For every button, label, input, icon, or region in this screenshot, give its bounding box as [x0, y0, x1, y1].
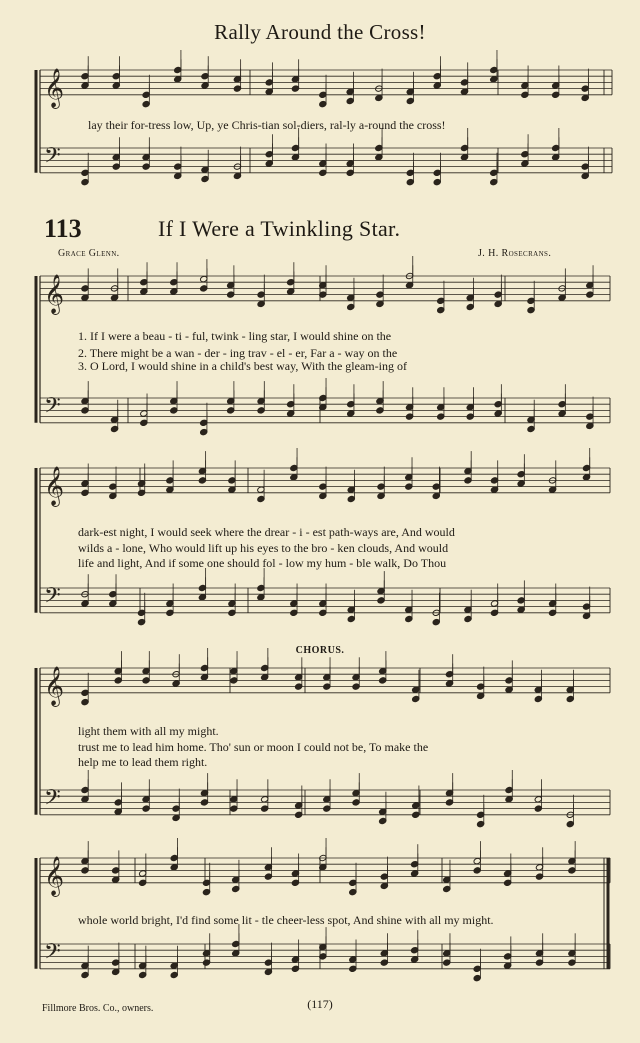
svg-text:𝄢: 𝄢	[44, 939, 61, 970]
svg-text:𝄞: 𝄞	[44, 665, 65, 706]
verse2-line3: trust me to lead him home. Tho' sun or moon I could not be, To make the	[78, 740, 429, 754]
chorus-lyric-line: whole world bright, I'd find some lit - tle cheer-less spot, And shine with all my might.	[78, 913, 494, 927]
verse1-line3: light them with all my might.	[78, 724, 219, 738]
verse1-line2: dark-est night, I would seek where the drear - i - est path-ways are, And would	[78, 525, 455, 539]
svg-text:𝄢: 𝄢	[44, 583, 61, 614]
author-credit: Grace Glenn.	[58, 248, 120, 259]
top-lyric-line: lay their for-tress low, Up, ye Chris-tian sol-diers, ral-ly a-round the cross!	[88, 118, 446, 132]
composer-credit: J. H. Rosecrans.	[478, 248, 552, 259]
svg-text:𝄞: 𝄞	[44, 67, 65, 108]
page-number: (117)	[307, 997, 333, 1011]
verse3-line2: life and light, And if some one should fol - low my hum - ble walk, Do Thou	[78, 556, 447, 570]
svg-text:𝄢: 𝄢	[44, 143, 61, 174]
hymn-number: 113	[44, 214, 82, 243]
verse3-line: 3. O Lord, I would shine in a child's best way, With the gleam-ing of	[78, 359, 407, 373]
hymn-title: If I Were a Twinkling Star.	[158, 216, 401, 241]
verse2-line2: wilds a - lone, Who would lift up his eyes to the bro - ken clouds, And would	[78, 541, 449, 555]
svg-text:𝄞: 𝄞	[44, 855, 65, 896]
svg-text:𝄢: 𝄢	[44, 393, 61, 424]
verse3-line3: help me to lead them right.	[78, 755, 208, 769]
svg-text:𝄞: 𝄞	[44, 465, 65, 506]
svg-text:𝄢: 𝄢	[44, 785, 61, 816]
svg-text:𝄞: 𝄞	[44, 273, 65, 314]
chorus-label: CHORUS.	[295, 645, 345, 656]
hymn-title-top: Rally Around the Cross!	[214, 20, 426, 44]
footer-owner: Fillmore Bros. Co., owners.	[42, 1003, 154, 1014]
verse2-line: 2. There might be a wan - der - ing trav - el - er, Far a - way on the	[78, 346, 398, 360]
verse1-line: 1. If I were a beau - ti - ful, twink - ling star, I would shine on the	[78, 329, 392, 343]
